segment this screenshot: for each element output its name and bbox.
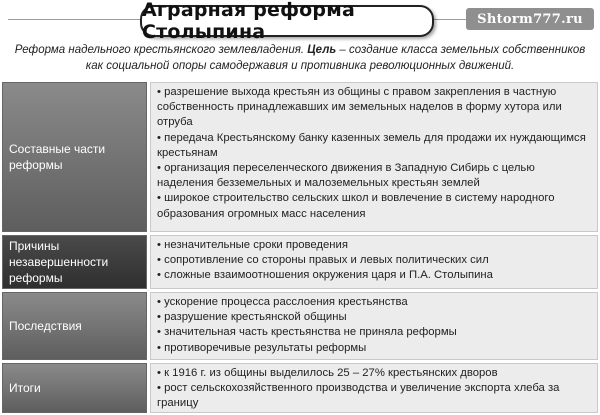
page-title: Аграрная реформа Столыпина <box>140 5 434 37</box>
row-content-reasons <box>150 235 598 289</box>
list-item: • ускорение процесса расслоения крестьянства <box>157 296 408 308</box>
row-content-consequences <box>150 292 598 360</box>
list-item: • к 1916 г. из общины выделилось 25 – 27% крестьянских дворов <box>157 367 498 379</box>
table-row <box>2 363 598 413</box>
row-label-components: Составные части реформы <box>2 82 147 232</box>
intro-goal-label: Цель <box>307 44 337 56</box>
row-label-results: Итоги <box>2 363 147 413</box>
table-row <box>2 235 598 289</box>
intro-text <box>10 42 590 74</box>
row-label-consequences: Последствия <box>2 292 147 360</box>
intro-part2: – создание класса земельных собственников как социальной опоры самодержавия и противника революционных движений. <box>85 44 586 72</box>
row-content-results <box>150 363 598 413</box>
list-item: • сопротивление со стороны правых и левых политических сил <box>157 254 489 267</box>
row-label-reasons: Причины незавершенности реформы <box>2 235 147 289</box>
table-row <box>2 82 598 232</box>
table-row <box>2 292 598 360</box>
header <box>0 0 600 43</box>
list-item: • значительная часть крестьянства не приняла реформы <box>157 326 457 339</box>
list-item: • противоречивые результаты реформы <box>157 341 367 354</box>
list-item: • разрушение крестьянской общины <box>157 311 347 324</box>
site-logo[interactable]: Shtorm777.ru <box>466 8 594 30</box>
list-item: • передача Крестьянскому банку казенных земель для продажи их нуждающимся крестьянам <box>157 131 586 159</box>
row-content-components <box>150 82 598 232</box>
list-item: • незначительные сроки проведения <box>157 239 348 251</box>
list-item: • широкое строительство сельских школ и вовлечение в систему народного образования огромных масс населения <box>157 192 555 220</box>
list-item: • рост сельскохозяйственного производства и увеличение экспорта хлеба за границу <box>157 382 560 410</box>
list-item: • разрешение выхода крестьян из общины с правом закрепления в частную собственность принадлежавших им земельных наделов в форму хутора или отруба <box>157 86 562 129</box>
list-item: • сложные взаимоотношения окружения царя и П.А. Столыпина <box>157 269 493 282</box>
list-item: • организация переселенческого движения в Западную Сибирь с целью наделения безземельных и малоземельных крестьян землей <box>157 162 535 190</box>
intro-part1: Реформа надельного крестьянского землевладения. <box>14 44 308 56</box>
